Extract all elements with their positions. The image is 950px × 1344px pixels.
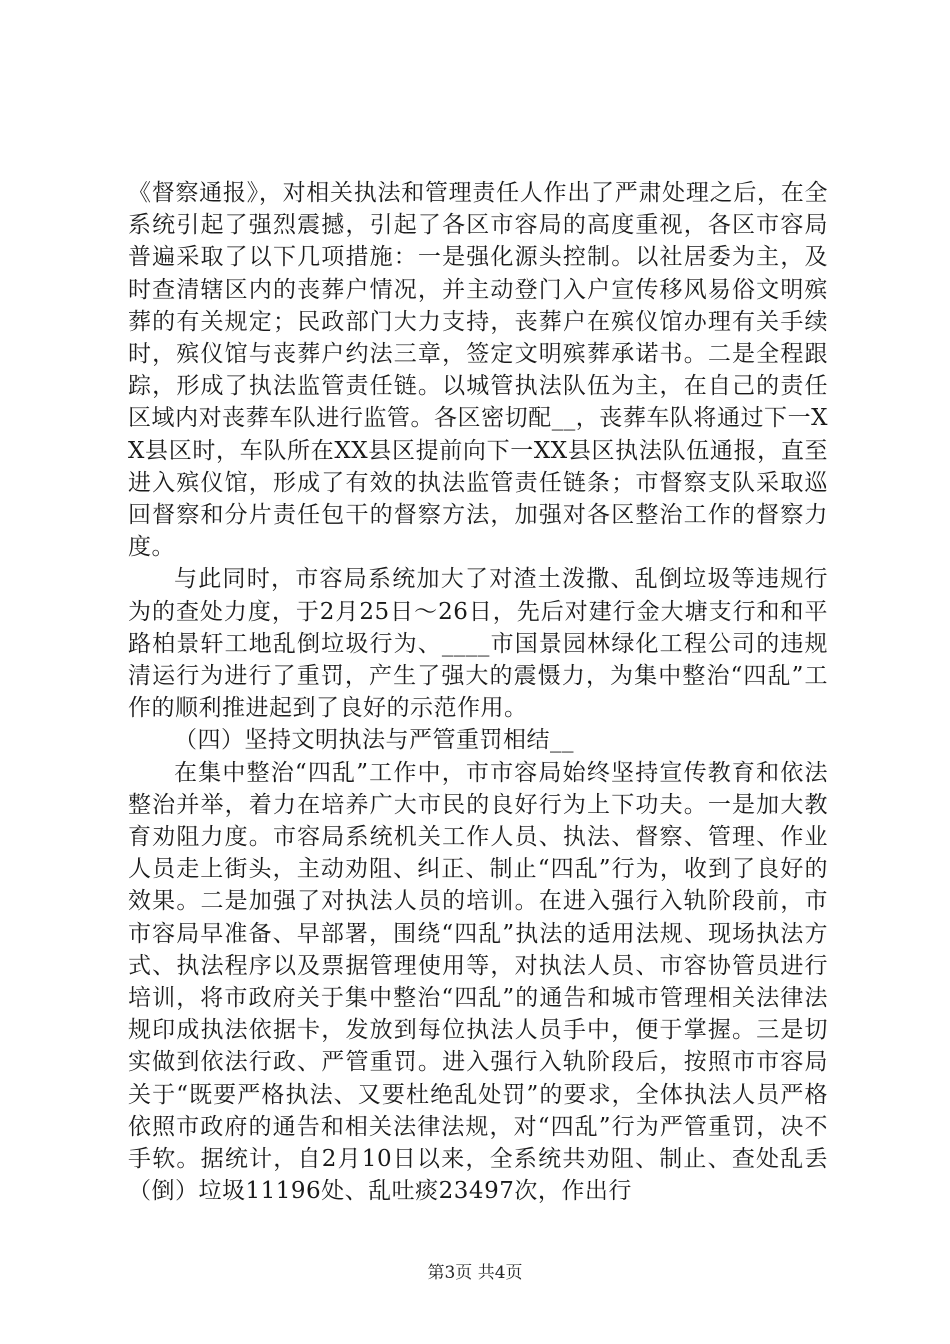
document-body xyxy=(128,177,828,1208)
paragraph-enforcement: 与此同时，市容局系统加大了对渣土泼撒、乱倒垃圾等违规行为的查处力度，于2月25日～26日，先后对建行金大塘支行和和平路柏景轩工地乱倒垃圾行为、____市国景园林绿化工程公司的违规清运行为进行了重罚，产生了强大的震慑力，为集中整治“四乱”工作的顺利推进起到了良好的示范作用。 xyxy=(128,566,828,722)
page-footer: 第3页 共4页 xyxy=(427,1263,523,1283)
paragraph-civilized-enforcement: 在集中整治“四乱”工作中，市市容局始终坚持宣传教育和依法整治并举，着力在培养广大市民的良好行为上下功夫。一是加大教育劝阻力度。市容局系统机关工作人员、执法、督察、管理、作业人员走上街头，主动劝阻、纠正、制止“四乱”行为，收到了良好的效果。二是加强了对执法人员的培训。在进入强行入轨阶段前，市市容局早准备、早部署，围绕“四乱”执法的适用法规、现场执法方式、执法程序以及票据管理使用等，对执法人员、市容协管员进行培训，将市政府关于集中整治“四乱”的通告和城市管理相关法律法规印成执法依据卡，发放到每位执法人员手中，便于掌握。三是切实做到依法行政、严管重罚。进入强行入轨阶段后，按照市市容局关于“既要严格执法、又要杜绝乱处罚”的要求，全体执法人员严格依照市政府的通告和相关法律法规，对“四乱”行为严管重罚，决不手软。据统计，自2月10日以来，全系统共劝阻、制止、查处乱丢（倒）垃圾11196处、乱吐痰23497次，作出行 xyxy=(128,759,828,1205)
section-heading: （四）坚持文明执法与严管重罚相结__ xyxy=(174,727,574,754)
paragraph-continuation: 《督察通报》，对相关执法和管理责任人作出了严肃处理之后，在全系统引起了强烈震撼，引起了各区市容局的高度重视，各区市容局普遍采取了以下几项措施：一是强化源头控制。以社居委为主，及时查清辖区内的丧葬户情况，并主动登门入户宣传移风易俗文明殡葬的有关规定；民政部门大力支持，丧葬户在殡仪馆办理有关手续时，殡仪馆与丧葬户约法三章，签定文明殡葬承诺书。二是全程跟踪，形成了执法监管责任链。以城管执法队伍为主，在自己的责任区域内对丧葬车队进行监管。各区密切配__，丧葬车队将通过下一XX县区时，车队所在XX县区提前向下一XX县区执法队伍通报，直至进入殡仪馆，形成了有效的执法监管责任链条；市督察支队采取巡回督察和分片责任包干的督察方法，加强对各区整治工作的督察力度。 xyxy=(128,180,828,561)
